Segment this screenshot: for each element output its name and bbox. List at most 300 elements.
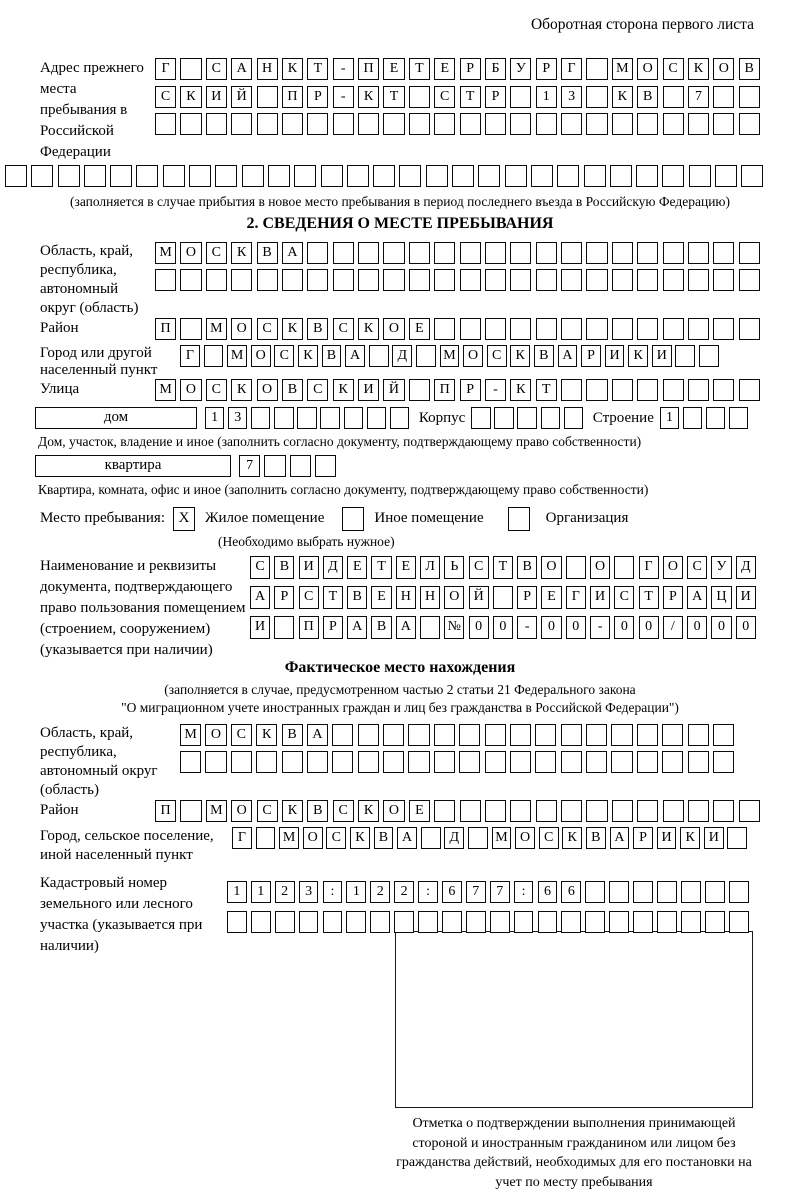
char-cell[interactable]: 0	[711, 616, 731, 639]
char-cell[interactable]: 0	[736, 616, 756, 639]
char-cell[interactable]: С	[299, 586, 319, 609]
char-cell[interactable]	[514, 911, 534, 933]
char-cell[interactable]	[663, 242, 684, 264]
char-cell[interactable]	[257, 113, 278, 135]
char-cell[interactable]	[586, 269, 607, 291]
char-cell[interactable]: К	[298, 345, 318, 367]
char-cell[interactable]: Д	[323, 556, 343, 579]
char-cell[interactable]	[180, 751, 201, 773]
char-cell[interactable]: Г	[180, 345, 200, 367]
char-cell[interactable]: С	[333, 800, 354, 822]
char-cell[interactable]: К	[562, 827, 582, 849]
char-cell[interactable]	[538, 911, 558, 933]
char-cell[interactable]	[256, 827, 276, 849]
char-cell[interactable]: А	[345, 345, 365, 367]
char-cell[interactable]: 0	[469, 616, 489, 639]
char-cell[interactable]	[557, 165, 579, 187]
char-cell[interactable]: Е	[396, 556, 416, 579]
char-cell[interactable]	[561, 242, 582, 264]
char-cell[interactable]	[561, 379, 582, 401]
char-cell[interactable]: Р	[460, 379, 481, 401]
char-cell[interactable]: Й	[469, 586, 489, 609]
char-cell[interactable]: С	[257, 800, 278, 822]
char-cell[interactable]	[713, 113, 734, 135]
char-cell[interactable]: О	[205, 724, 226, 746]
char-cell[interactable]	[662, 165, 684, 187]
char-cell[interactable]	[294, 165, 316, 187]
char-cell[interactable]: -	[517, 616, 537, 639]
char-cell[interactable]	[713, 800, 734, 822]
char-cell[interactable]	[510, 724, 531, 746]
char-cell[interactable]	[614, 556, 634, 579]
char-cell[interactable]: Р	[581, 345, 601, 367]
char-cell[interactable]	[739, 318, 760, 340]
char-cell[interactable]: М	[612, 58, 633, 80]
char-cell[interactable]: 1	[346, 881, 366, 903]
char-cell[interactable]: С	[274, 345, 294, 367]
char-cell[interactable]	[586, 724, 607, 746]
char-cell[interactable]: И	[736, 586, 756, 609]
char-cell[interactable]: Р	[536, 58, 557, 80]
char-cell[interactable]	[637, 379, 658, 401]
char-cell[interactable]: Г	[232, 827, 252, 849]
char-cell[interactable]: Ь	[444, 556, 464, 579]
char-cell[interactable]	[434, 800, 455, 822]
checkbox-other-premises[interactable]	[342, 507, 364, 531]
char-cell[interactable]	[612, 113, 633, 135]
char-cell[interactable]	[84, 165, 106, 187]
char-cell[interactable]: О	[303, 827, 323, 849]
char-cell[interactable]	[442, 911, 462, 933]
char-cell[interactable]	[485, 242, 506, 264]
char-cell[interactable]: И	[590, 586, 610, 609]
char-cell[interactable]	[155, 269, 176, 291]
char-cell[interactable]: Р	[460, 58, 481, 80]
char-cell[interactable]: 1	[251, 881, 271, 903]
char-cell[interactable]	[681, 911, 701, 933]
char-cell[interactable]: В	[307, 318, 328, 340]
char-cell[interactable]	[637, 269, 658, 291]
char-cell[interactable]	[586, 751, 607, 773]
char-cell[interactable]	[485, 751, 506, 773]
char-cell[interactable]	[459, 724, 480, 746]
char-cell[interactable]: Д	[736, 556, 756, 579]
char-cell[interactable]: А	[250, 586, 270, 609]
char-cell[interactable]	[688, 724, 709, 746]
char-cell[interactable]: 7	[466, 881, 486, 903]
char-cell[interactable]	[333, 269, 354, 291]
char-cell[interactable]: К	[180, 86, 201, 108]
char-cell[interactable]	[416, 345, 436, 367]
char-cell[interactable]	[251, 911, 271, 933]
char-cell[interactable]	[688, 800, 709, 822]
char-cell[interactable]	[536, 800, 557, 822]
char-cell[interactable]	[460, 800, 481, 822]
char-cell[interactable]: М	[206, 800, 227, 822]
char-cell[interactable]: В	[586, 827, 606, 849]
char-cell[interactable]	[409, 113, 430, 135]
char-cell[interactable]: К	[333, 379, 354, 401]
char-cell[interactable]	[612, 379, 633, 401]
char-cell[interactable]: Т	[383, 86, 404, 108]
char-cell[interactable]: М	[155, 242, 176, 264]
char-cell[interactable]	[409, 86, 430, 108]
char-cell[interactable]	[561, 911, 581, 933]
char-cell[interactable]	[586, 113, 607, 135]
char-cell[interactable]	[282, 269, 303, 291]
char-cell[interactable]	[586, 86, 607, 108]
char-cell[interactable]: А	[307, 724, 328, 746]
char-cell[interactable]: 1	[205, 407, 224, 429]
char-cell[interactable]: С	[326, 827, 346, 849]
char-cell[interactable]	[332, 724, 353, 746]
char-cell[interactable]: С	[469, 556, 489, 579]
char-cell[interactable]	[662, 751, 683, 773]
char-cell[interactable]	[688, 751, 709, 773]
char-cell[interactable]	[466, 911, 486, 933]
char-cell[interactable]: В	[282, 379, 303, 401]
char-cell[interactable]: 0	[687, 616, 707, 639]
char-cell[interactable]: 0	[614, 616, 634, 639]
char-cell[interactable]	[204, 345, 224, 367]
char-cell[interactable]	[180, 58, 201, 80]
char-cell[interactable]	[739, 269, 760, 291]
char-cell[interactable]: О	[231, 800, 252, 822]
char-cell[interactable]: О	[257, 379, 278, 401]
char-cell[interactable]	[561, 751, 582, 773]
char-cell[interactable]	[705, 911, 725, 933]
char-cell[interactable]	[264, 455, 285, 477]
char-cell[interactable]: №	[444, 616, 464, 639]
char-cell[interactable]	[320, 407, 339, 429]
char-cell[interactable]	[683, 407, 702, 429]
char-cell[interactable]	[662, 724, 683, 746]
char-cell[interactable]	[370, 911, 390, 933]
char-cell[interactable]	[739, 379, 760, 401]
char-cell[interactable]	[729, 407, 748, 429]
char-cell[interactable]: П	[155, 318, 176, 340]
char-cell[interactable]	[180, 800, 201, 822]
char-cell[interactable]: В	[517, 556, 537, 579]
char-cell[interactable]: К	[688, 58, 709, 80]
char-cell[interactable]	[663, 318, 684, 340]
char-cell[interactable]	[434, 724, 455, 746]
char-cell[interactable]: 0	[566, 616, 586, 639]
char-cell[interactable]	[636, 165, 658, 187]
char-cell[interactable]	[409, 242, 430, 264]
char-cell[interactable]	[180, 269, 201, 291]
char-cell[interactable]: :	[418, 881, 438, 903]
char-cell[interactable]: Т	[409, 58, 430, 80]
char-cell[interactable]	[510, 800, 531, 822]
char-cell[interactable]	[637, 318, 658, 340]
char-cell[interactable]	[347, 165, 369, 187]
char-cell[interactable]: М	[279, 827, 299, 849]
char-cell[interactable]: С	[257, 318, 278, 340]
char-cell[interactable]	[299, 911, 319, 933]
char-cell[interactable]: -	[333, 58, 354, 80]
char-cell[interactable]: Р	[307, 86, 328, 108]
char-cell[interactable]: И	[206, 86, 227, 108]
char-cell[interactable]	[739, 86, 760, 108]
char-cell[interactable]	[713, 724, 734, 746]
char-cell[interactable]: Т	[323, 586, 343, 609]
char-cell[interactable]	[358, 113, 379, 135]
char-cell[interactable]	[561, 800, 582, 822]
char-cell[interactable]: О	[180, 242, 201, 264]
char-cell[interactable]: 7	[239, 455, 260, 477]
char-cell[interactable]: У	[510, 58, 531, 80]
char-cell[interactable]	[739, 242, 760, 264]
char-cell[interactable]	[536, 318, 557, 340]
char-cell[interactable]: В	[739, 58, 760, 80]
char-cell[interactable]	[282, 113, 303, 135]
char-cell[interactable]	[471, 407, 490, 429]
char-cell[interactable]	[460, 269, 481, 291]
char-cell[interactable]	[358, 724, 379, 746]
char-cell[interactable]: Г	[566, 586, 586, 609]
char-cell[interactable]: Г	[561, 58, 582, 80]
char-cell[interactable]: С	[206, 242, 227, 264]
checkbox-organization[interactable]	[508, 507, 530, 531]
char-cell[interactable]: Д	[444, 827, 464, 849]
char-cell[interactable]	[257, 269, 278, 291]
char-cell[interactable]	[663, 86, 684, 108]
char-cell[interactable]: К	[282, 800, 303, 822]
char-cell[interactable]: Б	[485, 58, 506, 80]
char-cell[interactable]: Т	[493, 556, 513, 579]
char-cell[interactable]: В	[322, 345, 342, 367]
char-cell[interactable]	[242, 165, 264, 187]
char-cell[interactable]: Е	[371, 586, 391, 609]
char-cell[interactable]	[689, 165, 711, 187]
char-cell[interactable]	[637, 751, 658, 773]
char-cell[interactable]: 1	[536, 86, 557, 108]
char-cell[interactable]: С	[155, 86, 176, 108]
char-cell[interactable]	[688, 113, 709, 135]
char-cell[interactable]	[321, 165, 343, 187]
char-cell[interactable]: Н	[420, 586, 440, 609]
char-cell[interactable]	[409, 269, 430, 291]
char-cell[interactable]	[460, 242, 481, 264]
char-cell[interactable]: П	[282, 86, 303, 108]
char-cell[interactable]	[358, 269, 379, 291]
char-cell[interactable]: О	[383, 800, 404, 822]
char-cell[interactable]: П	[155, 800, 176, 822]
char-cell[interactable]	[585, 881, 605, 903]
char-cell[interactable]	[383, 269, 404, 291]
char-cell[interactable]	[536, 242, 557, 264]
char-cell[interactable]: Р	[517, 586, 537, 609]
char-cell[interactable]	[510, 113, 531, 135]
char-cell[interactable]: М	[227, 345, 247, 367]
char-cell[interactable]: 0	[541, 616, 561, 639]
char-cell[interactable]	[460, 113, 481, 135]
char-cell[interactable]	[136, 165, 158, 187]
char-cell[interactable]	[510, 242, 531, 264]
char-cell[interactable]	[663, 379, 684, 401]
char-cell[interactable]: К	[612, 86, 633, 108]
char-cell[interactable]: Й	[383, 379, 404, 401]
char-cell[interactable]: Е	[409, 800, 430, 822]
char-cell[interactable]	[705, 881, 725, 903]
char-cell[interactable]: О	[515, 827, 535, 849]
char-cell[interactable]	[637, 724, 658, 746]
char-cell[interactable]	[663, 113, 684, 135]
char-cell[interactable]: Е	[409, 318, 430, 340]
char-cell[interactable]: С	[663, 58, 684, 80]
char-cell[interactable]	[163, 165, 185, 187]
char-cell[interactable]	[409, 379, 430, 401]
char-cell[interactable]	[681, 881, 701, 903]
char-cell[interactable]	[452, 165, 474, 187]
char-cell[interactable]	[494, 407, 513, 429]
char-cell[interactable]	[426, 165, 448, 187]
char-cell[interactable]	[180, 318, 201, 340]
char-cell[interactable]: 6	[442, 881, 462, 903]
char-cell[interactable]	[5, 165, 27, 187]
char-cell[interactable]: О	[180, 379, 201, 401]
char-cell[interactable]	[633, 911, 653, 933]
char-cell[interactable]	[257, 86, 278, 108]
char-cell[interactable]	[231, 269, 252, 291]
char-cell[interactable]	[713, 242, 734, 264]
char-cell[interactable]: И	[299, 556, 319, 579]
char-cell[interactable]	[468, 827, 488, 849]
char-cell[interactable]: 1	[227, 881, 247, 903]
char-cell[interactable]: В	[534, 345, 554, 367]
char-cell[interactable]: О	[463, 345, 483, 367]
char-cell[interactable]: О	[444, 586, 464, 609]
char-cell[interactable]: А	[282, 242, 303, 264]
char-cell[interactable]: 6	[538, 881, 558, 903]
char-cell[interactable]	[688, 379, 709, 401]
char-cell[interactable]: А	[231, 58, 252, 80]
char-cell[interactable]	[215, 165, 237, 187]
char-cell[interactable]	[485, 724, 506, 746]
char-cell[interactable]	[688, 242, 709, 264]
char-cell[interactable]	[713, 269, 734, 291]
char-cell[interactable]	[434, 318, 455, 340]
char-cell[interactable]	[251, 407, 270, 429]
char-cell[interactable]: Т	[639, 586, 659, 609]
char-cell[interactable]: М	[206, 318, 227, 340]
char-cell[interactable]	[58, 165, 80, 187]
char-cell[interactable]	[505, 165, 527, 187]
char-cell[interactable]: О	[663, 556, 683, 579]
char-cell[interactable]	[612, 800, 633, 822]
char-cell[interactable]: -	[333, 86, 354, 108]
char-cell[interactable]: О	[590, 556, 610, 579]
char-cell[interactable]: -	[590, 616, 610, 639]
char-cell[interactable]	[633, 881, 653, 903]
char-cell[interactable]: С	[206, 58, 227, 80]
char-cell[interactable]: М	[180, 724, 201, 746]
char-cell[interactable]	[566, 556, 586, 579]
char-cell[interactable]	[586, 242, 607, 264]
char-cell[interactable]	[657, 881, 677, 903]
char-cell[interactable]	[564, 407, 583, 429]
char-cell[interactable]	[535, 751, 556, 773]
char-cell[interactable]	[268, 165, 290, 187]
char-cell[interactable]	[586, 800, 607, 822]
char-cell[interactable]	[739, 113, 760, 135]
char-cell[interactable]: М	[155, 379, 176, 401]
char-cell[interactable]	[274, 407, 293, 429]
char-cell[interactable]: Ц	[711, 586, 731, 609]
char-cell[interactable]	[307, 269, 328, 291]
char-cell[interactable]: И	[605, 345, 625, 367]
char-cell[interactable]	[561, 269, 582, 291]
char-cell[interactable]	[637, 113, 658, 135]
char-cell[interactable]	[535, 724, 556, 746]
char-cell[interactable]	[585, 911, 605, 933]
char-cell[interactable]	[663, 269, 684, 291]
char-cell[interactable]: А	[347, 616, 367, 639]
char-cell[interactable]	[367, 407, 386, 429]
char-cell[interactable]: 3	[299, 881, 319, 903]
char-cell[interactable]	[421, 827, 441, 849]
char-cell[interactable]	[490, 911, 510, 933]
char-cell[interactable]: И	[250, 616, 270, 639]
char-cell[interactable]: В	[307, 800, 328, 822]
char-cell[interactable]	[612, 242, 633, 264]
char-cell[interactable]: Е	[383, 58, 404, 80]
char-cell[interactable]: П	[358, 58, 379, 80]
char-cell[interactable]	[541, 407, 560, 429]
char-cell[interactable]	[206, 113, 227, 135]
char-cell[interactable]: 7	[688, 86, 709, 108]
char-cell[interactable]	[155, 113, 176, 135]
char-cell[interactable]	[307, 751, 328, 773]
char-cell[interactable]: С	[307, 379, 328, 401]
char-cell[interactable]: Р	[485, 86, 506, 108]
char-cell[interactable]: Т	[536, 379, 557, 401]
char-cell[interactable]: Т	[371, 556, 391, 579]
char-cell[interactable]	[612, 269, 633, 291]
char-cell[interactable]	[408, 751, 429, 773]
char-cell[interactable]: К	[350, 827, 370, 849]
char-cell[interactable]: С	[687, 556, 707, 579]
char-cell[interactable]: К	[358, 318, 379, 340]
char-cell[interactable]	[729, 881, 749, 903]
char-cell[interactable]	[510, 269, 531, 291]
char-cell[interactable]: А	[610, 827, 630, 849]
char-cell[interactable]	[206, 269, 227, 291]
char-cell[interactable]: Г	[639, 556, 659, 579]
char-cell[interactable]	[517, 407, 536, 429]
char-cell[interactable]: Л	[420, 556, 440, 579]
char-cell[interactable]	[332, 751, 353, 773]
char-cell[interactable]	[688, 269, 709, 291]
char-cell[interactable]	[373, 165, 395, 187]
char-cell[interactable]: В	[347, 586, 367, 609]
char-cell[interactable]: К	[628, 345, 648, 367]
char-cell[interactable]: А	[396, 616, 416, 639]
char-cell[interactable]	[180, 113, 201, 135]
char-cell[interactable]	[390, 407, 409, 429]
char-cell[interactable]	[609, 881, 629, 903]
char-cell[interactable]: К	[256, 724, 277, 746]
char-cell[interactable]	[706, 407, 725, 429]
char-cell[interactable]: Р	[323, 616, 343, 639]
char-cell[interactable]: Е	[541, 586, 561, 609]
char-cell[interactable]	[315, 455, 336, 477]
char-cell[interactable]: 0	[639, 616, 659, 639]
char-cell[interactable]	[637, 800, 658, 822]
char-cell[interactable]: И	[657, 827, 677, 849]
char-cell[interactable]	[383, 724, 404, 746]
